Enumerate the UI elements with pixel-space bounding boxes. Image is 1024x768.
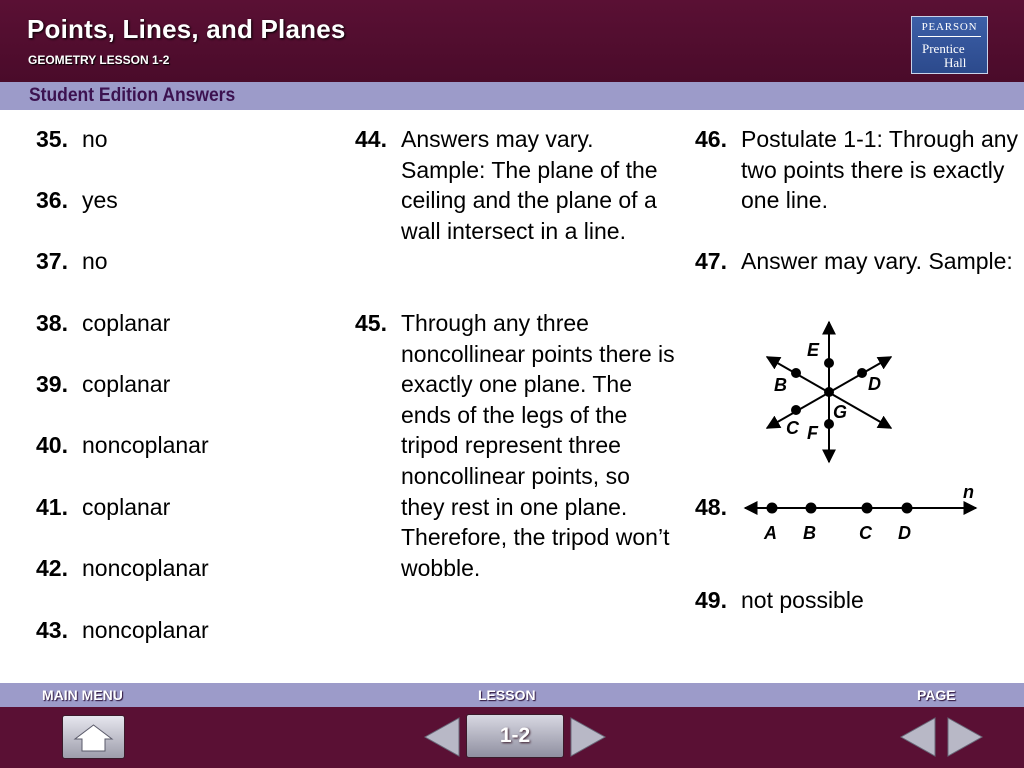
answer-number: 49. (695, 587, 727, 613)
previous-lesson-arrow-icon[interactable] (421, 715, 461, 759)
main-menu-button[interactable] (62, 715, 125, 759)
section-label: Student Edition Answers (29, 85, 236, 106)
answer-text: not possible (741, 587, 864, 613)
answer-text: Through any three noncollinear points there is exactly one plane. The ends of the legs of the tripod represent three noncollinear points, so they rest in one plane. Therefore, the tripod won’t wobble. (401, 310, 675, 581)
answer-47-figure (760, 318, 900, 466)
figure-label-e: E (807, 340, 820, 360)
answer-number: 42. (36, 555, 68, 581)
figure-label-a: A (764, 523, 777, 543)
figure-point-g (824, 387, 834, 397)
answer-number: 39. (36, 371, 68, 397)
figure-label-c: C (786, 418, 799, 438)
answer-text: no (82, 248, 108, 274)
answer-number: 43. (36, 617, 68, 643)
answer-number: 47. (695, 248, 727, 274)
figure-point-b (806, 503, 817, 514)
publisher-logo (911, 16, 988, 74)
logo-rule (918, 36, 981, 37)
logo-top-text: PEARSON (921, 21, 978, 33)
answer-text: coplanar (82, 494, 171, 520)
figure-point-c (862, 503, 873, 514)
answer-text: Answers may vary. Sample: The plane of the ceiling and the plane of a wall intersect in a line. (401, 126, 658, 244)
answer-number: 40. (36, 432, 68, 458)
answer-text: coplanar (82, 310, 171, 336)
answer-number: 41. (36, 494, 68, 520)
figure-label-b: B (774, 375, 787, 395)
figure-label-n: n (963, 482, 974, 502)
logo-line1-text: Prentice (922, 41, 965, 56)
figure-point-d (857, 368, 867, 378)
figure-label-f: F (807, 423, 818, 443)
answer-text: yes (82, 187, 118, 213)
answer-number: 36. (36, 187, 68, 213)
answer-number: 35. (36, 126, 68, 152)
answer-text: noncoplanar (82, 555, 209, 581)
header-bar (0, 0, 1024, 82)
figure-point-a (767, 503, 778, 514)
figure-label-g: G (833, 402, 848, 422)
answer-number: 38. (36, 310, 68, 336)
home-icon (63, 716, 124, 758)
figure-point-b (791, 368, 801, 378)
answer-48-figure (740, 480, 990, 546)
answer-text: Answer may vary. Sample: (741, 248, 1013, 274)
page-label: PAGE (917, 687, 956, 703)
logo-line2-text: Hall (944, 55, 967, 70)
figure-label-c: C (859, 523, 872, 543)
figure-point-e (824, 358, 834, 368)
lesson-label: LESSON (478, 687, 536, 703)
figure-label-d: D (898, 523, 911, 543)
answer-text: no (82, 126, 108, 152)
figure-point-d (902, 503, 913, 514)
answer-number: 46. (695, 126, 727, 152)
next-lesson-arrow-icon[interactable] (569, 715, 609, 759)
next-page-arrow-icon[interactable] (946, 715, 986, 759)
section-bar (0, 82, 1024, 110)
answer-text: noncoplanar (82, 617, 209, 643)
main-menu-label: MAIN MENU (42, 687, 123, 703)
answer-text: noncoplanar (82, 432, 209, 458)
lesson-number-badge: 1-2 (466, 714, 564, 758)
figure-label-d: D (868, 374, 881, 394)
answer-number: 45. (355, 310, 387, 336)
answer-number: 44. (355, 126, 387, 152)
answer-text: coplanar (82, 371, 171, 397)
lesson-subtitle: GEOMETRY LESSON 1-2 (28, 53, 170, 67)
figure-label-b: B (803, 523, 816, 543)
answer-text: Postulate 1-1: Through any two points there is exactly one line. (741, 126, 1019, 214)
figure-point-c (791, 405, 801, 415)
footer-label-bar (0, 683, 1024, 707)
previous-page-arrow-icon[interactable] (897, 715, 937, 759)
answer-number: 37. (36, 248, 68, 274)
answer-number: 48. (695, 494, 727, 520)
page-title: Points, Lines, and Planes (27, 14, 346, 44)
